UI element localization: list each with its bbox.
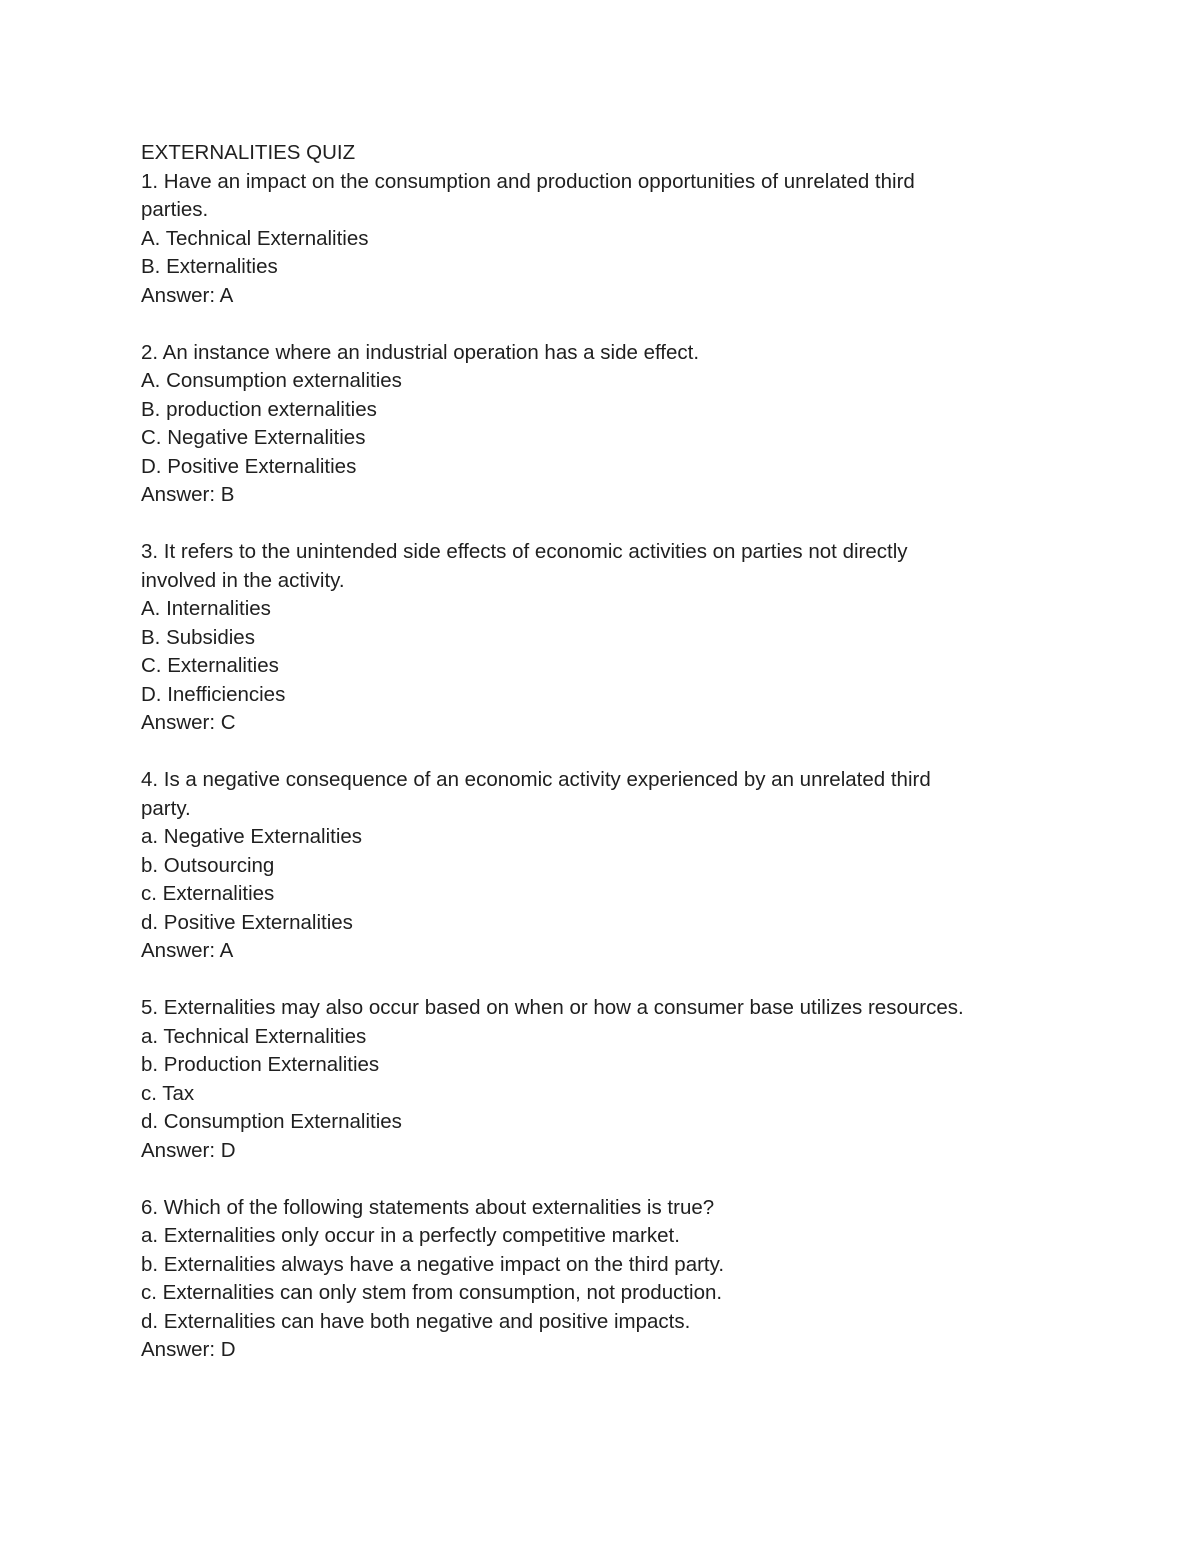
answer-option: B. production externalities xyxy=(141,397,377,421)
answer-option: d. Externalities can have both negative and positive impacts. xyxy=(141,1309,691,1333)
answer-option: b. Production Externalities xyxy=(141,1053,380,1076)
question-5 xyxy=(141,994,971,1165)
answer-key: Answer: D xyxy=(141,1138,236,1162)
answer-option: A. Internalities xyxy=(141,597,271,620)
answer-key: Answer: A xyxy=(141,283,234,307)
answer-option: D. Inefficiencies xyxy=(141,682,286,706)
answer-option: c. Externalities xyxy=(141,882,275,905)
question-text: 2. An instance where an industrial operation has a side effect. xyxy=(141,340,700,364)
answer-key: Answer: B xyxy=(141,483,235,506)
question-text: 3. It refers to the unintended side effects of economic activities on parties not directly involved in the activity. xyxy=(141,540,914,592)
answer-option: A. Technical Externalities xyxy=(141,226,369,250)
document-page xyxy=(141,139,971,1365)
answer-key: Answer: A xyxy=(141,939,234,962)
answer-option: a. Externalities only occur in a perfectly competitive market. xyxy=(141,1224,680,1247)
question-text: 5. Externalities may also occur based on when or how a consumer base utilizes resources. xyxy=(141,996,964,1019)
answer-option: C. Negative Externalities xyxy=(141,426,366,449)
question-4 xyxy=(141,766,971,966)
answer-key: Answer: D xyxy=(141,1338,236,1361)
answer-option: B. Externalities xyxy=(141,255,278,278)
answer-option: d. Positive Externalities xyxy=(141,910,353,934)
answer-option: a. Negative Externalities xyxy=(141,825,363,848)
question-text: 1. Have an impact on the consumption and production opportunities of unrelated third parties. xyxy=(141,169,921,221)
answer-option: B. Subsidies xyxy=(141,625,255,649)
answer-option: A. Consumption externalities xyxy=(141,369,402,392)
question-6 xyxy=(141,1194,971,1365)
question-text: 6. Which of the following statements about externalities is true? xyxy=(141,1195,715,1219)
answer-option: C. Externalities xyxy=(141,654,279,677)
answer-option: a. Technical Externalities xyxy=(141,1024,367,1048)
answer-option: d. Consumption Externalities xyxy=(141,1110,402,1133)
document-title: EXTERNALITIES QUIZ xyxy=(141,141,356,164)
question-list xyxy=(141,168,971,1365)
answer-key: Answer: C xyxy=(141,711,236,734)
answer-option: b. Externalities always have a negative impact on the third party. xyxy=(141,1252,725,1276)
question-3 xyxy=(141,538,971,738)
answer-option: D. Positive Externalities xyxy=(141,454,357,478)
question-2 xyxy=(141,339,971,510)
question-text: 4. Is a negative consequence of an economic activity experienced by an unrelated third party. xyxy=(141,768,937,820)
answer-option: c. Externalities can only stem from consumption, not production. xyxy=(141,1281,723,1304)
answer-option: c. Tax xyxy=(141,1081,195,1105)
question-1 xyxy=(141,168,971,311)
answer-option: b. Outsourcing xyxy=(141,853,275,877)
